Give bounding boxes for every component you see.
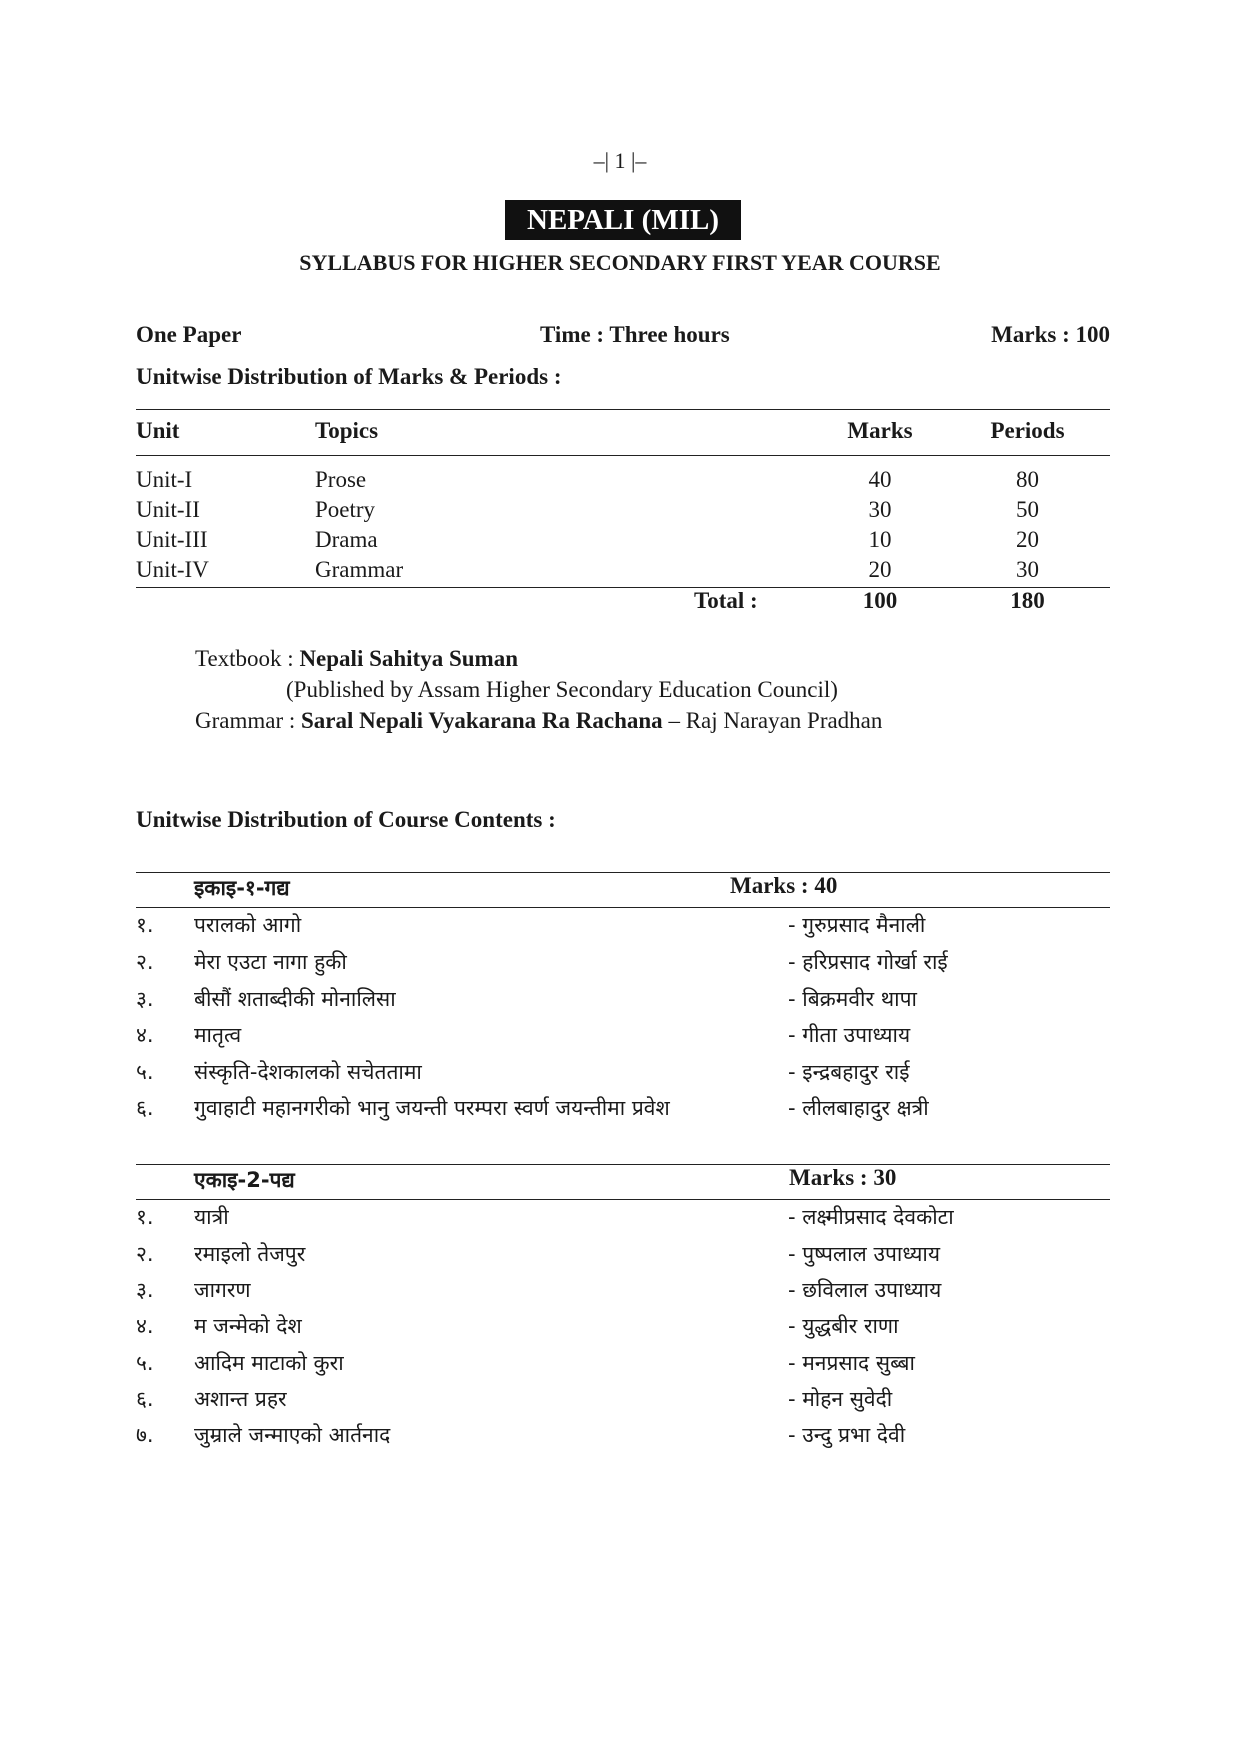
total-label: Total :: [694, 588, 758, 613]
header-marks: Marks: [847, 418, 913, 443]
table-total-rule: [136, 587, 1110, 588]
list-item-number: ७.: [136, 1423, 154, 1447]
list-item-author: - बिक्रमवीर थापा: [788, 987, 917, 1011]
list-item-title: जुम्राले जन्माएको आर्तनाद: [194, 1423, 391, 1447]
row-marks: 10: [868, 527, 892, 552]
list-item-number: २.: [136, 950, 154, 974]
row-marks: 20: [868, 557, 892, 582]
list-item-number: ३.: [136, 987, 154, 1011]
marks-info: Marks : 100: [991, 322, 1110, 347]
row-topic: Drama: [315, 527, 378, 552]
row-topic: Grammar: [315, 557, 404, 582]
list-item-number: ३.: [136, 1278, 154, 1302]
row-periods: 50: [1016, 497, 1039, 522]
list-item-author: - गीता उपाध्याय: [788, 1023, 911, 1047]
unit1-header-rule: [136, 907, 1110, 908]
list-item-number: २.: [136, 1242, 154, 1266]
list-item-title: मातृत्व: [194, 1023, 242, 1047]
row-unit: Unit-I: [136, 467, 193, 492]
unit1-top-rule: [136, 872, 1110, 873]
unit2-marks: Marks : 30: [789, 1165, 897, 1190]
subject-title: NEPALI (MIL): [505, 200, 741, 240]
row-unit: Unit-III: [136, 527, 208, 552]
list-item-number: ५.: [136, 1351, 154, 1375]
grammar-title: Saral Nepali Vyakarana Ra Rachana: [301, 708, 663, 733]
list-item-author: - छविलाल उपाध्याय: [788, 1278, 942, 1302]
list-item-author: - उन्दु प्रभा देवी: [788, 1423, 906, 1447]
list-item-number: ६.: [136, 1096, 154, 1120]
grammar-line: [195, 708, 882, 734]
total-periods: 180: [1010, 588, 1045, 613]
list-item-title: आदिम माटाको कुरा: [194, 1351, 344, 1375]
unit2-header-rule: [136, 1199, 1110, 1200]
list-item-author: - मनप्रसाद सुब्बा: [788, 1351, 915, 1375]
list-item-author: - लीलबाहादुर क्षत्री: [788, 1096, 929, 1120]
list-item-number: १.: [136, 1205, 154, 1229]
header-periods: Periods: [990, 418, 1065, 443]
textbook-line: [195, 646, 518, 672]
list-item-number: १.: [136, 913, 154, 937]
list-item-number: ५.: [136, 1060, 154, 1084]
list-item-author: - मोहन सुवेदी: [788, 1387, 893, 1411]
row-periods: 30: [1016, 557, 1039, 582]
row-topic: Prose: [315, 467, 367, 492]
row-unit: Unit-II: [136, 497, 200, 522]
paper-info: One Paper: [136, 322, 242, 347]
unit2-top-rule: [136, 1164, 1110, 1165]
header-topics: Topics: [315, 418, 379, 443]
total-marks: 100: [862, 588, 898, 613]
header-unit: Unit: [136, 418, 180, 443]
list-item-title: बीसौं शताब्दीकी मोनालिसा: [194, 987, 396, 1011]
unit2-title: एकाइ-2-पद्य: [194, 1168, 295, 1192]
contents-heading: Unitwise Distribution of Course Contents :: [136, 807, 556, 832]
table-header-rule: [136, 455, 1110, 456]
unit1-marks: Marks : 40: [730, 873, 838, 898]
list-item-title: संस्कृति-देशकालको सचेततामा: [194, 1060, 422, 1084]
row-periods: 20: [1016, 527, 1039, 552]
list-item-title: यात्री: [194, 1205, 229, 1229]
row-marks: 40: [868, 467, 892, 492]
time-info: Time : Three hours: [540, 322, 730, 347]
list-item-author: - गुरुप्रसाद मैनाली: [788, 913, 926, 937]
list-item-number: ४.: [136, 1314, 154, 1338]
row-unit: Unit-IV: [136, 557, 209, 582]
list-item-title: गुवाहाटी महानगरीको भानु जयन्ती परम्परा स्वर्ण जयन्तीमा प्रवेश: [194, 1096, 670, 1120]
grammar-label: Grammar :: [195, 708, 302, 733]
list-item-number: ४.: [136, 1023, 154, 1047]
list-item-title: रमाइलो तेजपुर: [194, 1242, 306, 1266]
grammar-author: – Raj Narayan Pradhan: [662, 708, 883, 733]
syllabus-heading: SYLLABUS FOR HIGHER SECONDARY FIRST YEAR COURSE: [299, 250, 941, 275]
list-item-title: जागरण: [194, 1278, 251, 1302]
row-topic: Poetry: [315, 497, 376, 522]
list-item-author: - हरिप्रसाद गोर्खा राई: [788, 950, 948, 974]
row-marks: 30: [868, 497, 892, 522]
textbook-label: Textbook :: [195, 646, 300, 671]
list-item-title: मेरा एउटा नागा हुकी: [194, 950, 347, 974]
marks-table-heading: Unitwise Distribution of Marks & Periods :: [136, 364, 562, 389]
unit1-title: इकाइ-१-गद्य: [194, 876, 290, 900]
list-item-title: परालको आगो: [194, 913, 302, 937]
textbook-publisher: (Published by Assam Higher Secondary Education Council): [286, 677, 838, 702]
list-item-author: - पुष्पलाल उपाध्याय: [788, 1242, 941, 1266]
list-item-number: ६.: [136, 1387, 154, 1411]
list-item-title: म जन्मेको देश: [194, 1314, 302, 1338]
list-item-author: - लक्ष्मीप्रसाद देवकोटा: [788, 1205, 954, 1229]
list-item-title: अशान्त प्रहर: [194, 1387, 287, 1411]
row-periods: 80: [1016, 467, 1039, 492]
list-item-author: - युद्धबीर राणा: [788, 1314, 899, 1338]
textbook-title: Nepali Sahitya Suman: [299, 646, 518, 671]
table-top-rule: [136, 409, 1110, 410]
page-number: –| 1 |–: [593, 148, 647, 173]
list-item-author: - इन्द्रबहादुर राई: [788, 1060, 910, 1084]
